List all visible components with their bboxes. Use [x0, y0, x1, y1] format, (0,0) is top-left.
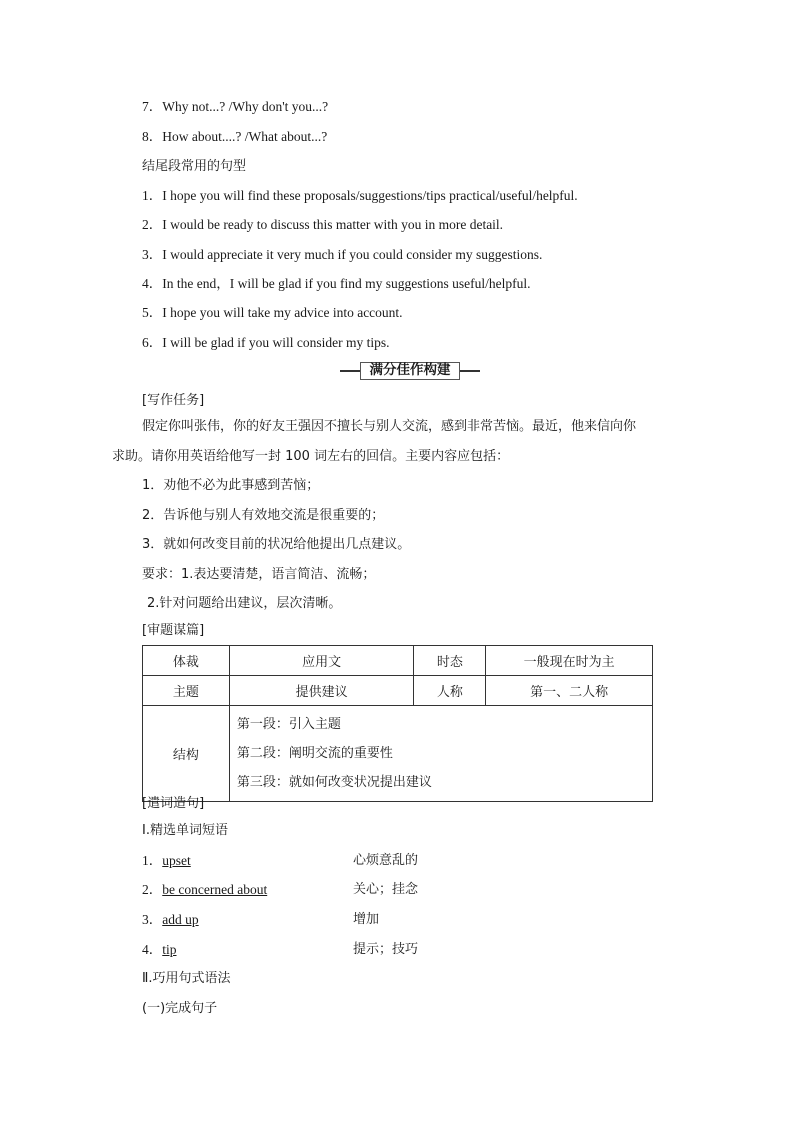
item-number: 3．: [142, 247, 163, 262]
table-cell: 主题: [143, 676, 230, 706]
vocab-term: be concerned about: [162, 882, 268, 897]
closing-text: I would appreciate it very much if you could consider my suggestions.: [162, 247, 543, 262]
table-cell: 提供建议: [229, 676, 414, 706]
closing-line-4: [142, 275, 530, 293]
task-point-2: [142, 507, 384, 525]
analysis-table: [142, 645, 653, 802]
vocab-term: upset: [162, 853, 191, 868]
task-paragraph-line-1: 假定你叫张伟，你的好友王强因不擅长与别人交流，感到非常苦恼。最近，他来信向你: [142, 419, 637, 434]
task-point-1: [142, 477, 319, 495]
item-number: 2．: [142, 508, 164, 523]
vocab-part1-title: Ⅰ.精选单词短语: [142, 823, 228, 838]
pattern-line-8: [142, 128, 327, 146]
pattern-text: How about....? /What about...?: [162, 129, 328, 144]
item-number: 1．: [142, 853, 163, 868]
item-number: 4．: [142, 942, 163, 957]
vocab-meaning-3: 增加: [353, 912, 380, 927]
task-point-text: 劝他不必为此事感到苦恼；: [163, 478, 320, 493]
closing-line-5: [142, 304, 403, 322]
table-cell: 应用文: [229, 646, 414, 676]
requirement-2: 2.针对问题给出建议，层次清晰。: [147, 596, 342, 611]
vocab-meaning-4: 提示；技巧: [353, 942, 419, 957]
vocab-meaning-2: 关心；挂念: [353, 882, 419, 897]
analysis-label: [审题谋篇]: [142, 623, 205, 638]
closing-line-6: [142, 334, 389, 352]
structure-paragraph-3: 第三段：就如何改变状况提出建议: [236, 775, 432, 790]
item-number: 3．: [142, 537, 164, 552]
item-number: 2．: [142, 882, 163, 897]
closing-line-1: [142, 187, 578, 205]
vocab-item-2: [142, 881, 267, 899]
table-cell: 一般现在时为主: [486, 646, 653, 676]
closing-text: I will be glad if you will consider my tips.: [162, 335, 390, 350]
item-number: 1．: [142, 478, 164, 493]
vocab-label: [遣词造句]: [142, 796, 205, 811]
structure-paragraph-1: 第一段：引入主题: [236, 717, 341, 732]
subsection-title: (一)完成句子: [142, 1001, 218, 1016]
pattern-line-7: [142, 98, 328, 116]
item-number: 6．: [142, 335, 163, 350]
requirement-1: 要求：1.表达要清楚，语言简洁、流畅；: [142, 567, 376, 582]
task-point-text: 告诉他与别人有效地交流是很重要的；: [163, 508, 385, 523]
closing-text: I would be ready to discuss this matter with you in more detail.: [162, 217, 504, 232]
task-point-3: [142, 536, 410, 554]
table-row: [143, 676, 653, 706]
vocab-term: tip: [162, 942, 177, 957]
table-row: [143, 646, 653, 676]
table-row: [143, 706, 653, 802]
closing-line-2: [142, 216, 503, 234]
vocab-part2-title: Ⅱ.巧用句式语法: [142, 971, 231, 986]
closing-heading: 结尾段常用的句型: [142, 159, 247, 174]
structure-cell: [229, 706, 652, 802]
item-number: 7．: [142, 99, 163, 114]
task-point-text: 就如何改变目前的状况给他提出几点建议。: [163, 537, 411, 552]
structure-paragraph-2: 第二段：阐明交流的重要性: [236, 746, 393, 761]
closing-text: I hope you will find these proposals/suggestions/tips practical/useful/helpful.: [162, 188, 578, 203]
section-title: 满分佳作构建: [369, 362, 451, 378]
table-cell: 时态: [414, 646, 486, 676]
vocab-item-4: [142, 941, 177, 959]
item-number: 3．: [142, 912, 163, 927]
item-number: 8．: [142, 129, 163, 144]
task-label: [写作任务]: [142, 393, 205, 408]
vocab-item-3: [142, 911, 199, 929]
item-number: 4．: [142, 276, 163, 291]
closing-line-3: [142, 246, 542, 264]
table-cell: 第一、二人称: [486, 676, 653, 706]
item-number: 2．: [142, 217, 163, 232]
section-banner: [340, 362, 480, 380]
pattern-text: Why not...? /Why don't you...?: [162, 99, 329, 114]
item-number: 5．: [142, 305, 163, 320]
closing-text: I hope you will take my advice into account.: [162, 305, 403, 320]
item-number: 1．: [142, 188, 163, 203]
task-paragraph-line-2: 求助。请你用英语给他写一封 100 词左右的回信。主要内容应包括：: [112, 449, 510, 464]
vocab-meaning-1: 心烦意乱的: [353, 853, 419, 868]
closing-text: In the end，I will be glad if you find my suggestions useful/helpful.: [162, 276, 531, 291]
table-cell: 人称: [414, 676, 486, 706]
vocab-term: add up: [162, 912, 199, 927]
table-cell: 体裁: [143, 646, 230, 676]
vocab-item-1: [142, 852, 191, 870]
table-cell: 结构: [143, 706, 230, 802]
